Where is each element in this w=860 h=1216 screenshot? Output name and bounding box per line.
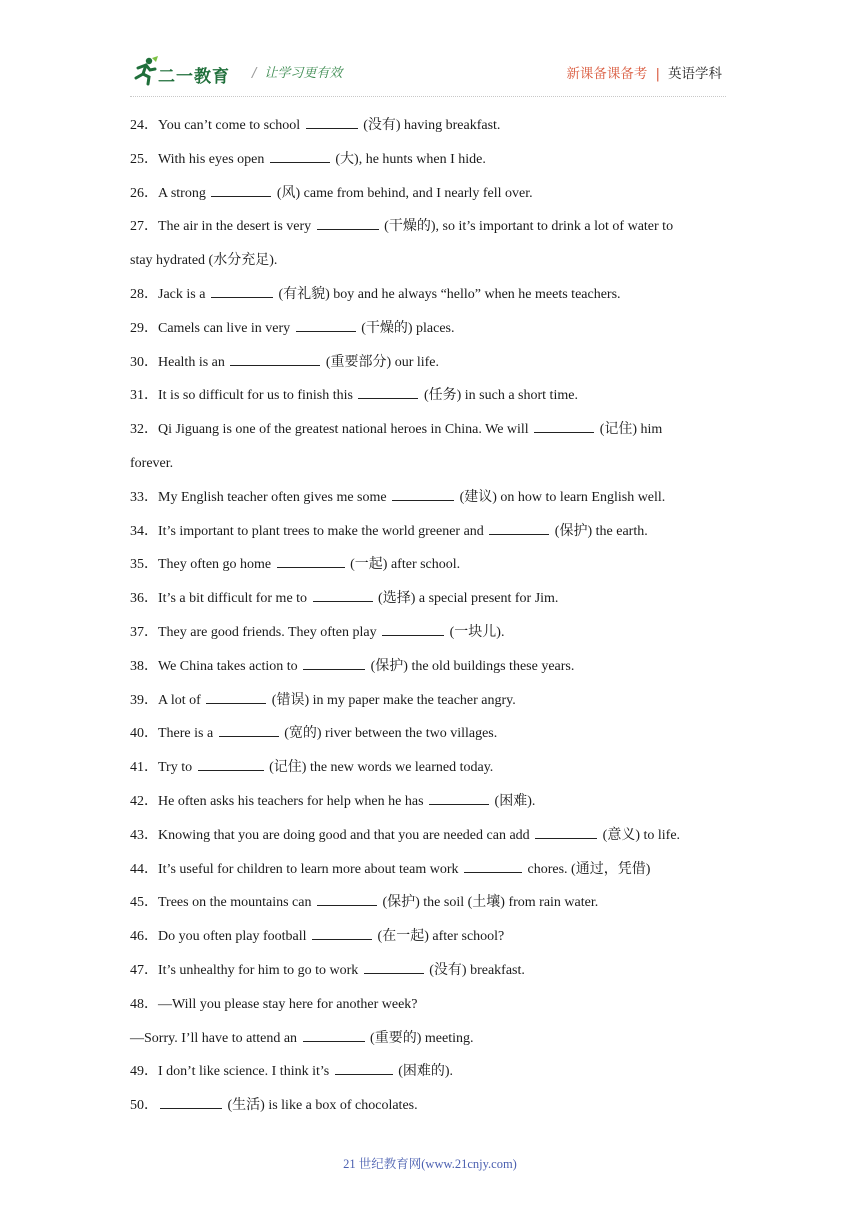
header-tag-right: 英语学科 <box>668 66 722 82</box>
exercise-hint: (困难的). <box>394 1064 454 1080</box>
exercise-line <box>130 1089 730 1123</box>
exercise-hint: (保护) the old buildings these years. <box>367 658 575 674</box>
exercise-hint: (保护) the soil (土壤) from rain water. <box>378 895 599 911</box>
exercise-text: 38．We China takes action to <box>130 658 302 674</box>
exercise-hint: (干燥的), so it’s important to drink a lot of water to <box>380 219 674 235</box>
exercise-text: 33．My English teacher often gives me some <box>130 489 391 505</box>
answer-blank[interactable] <box>270 147 330 163</box>
slogan: / 让学习更有效 <box>252 66 343 81</box>
exercise-text: 48．—Will you please stay here for another week? <box>130 996 418 1012</box>
exercise-line <box>130 379 730 413</box>
exercise-text: 40．There is a <box>130 726 217 742</box>
exercise-line <box>130 210 730 244</box>
answer-blank[interactable] <box>277 552 345 568</box>
exercise-line <box>130 1055 730 1089</box>
exercise-hint: (生活) is like a box of chocolates. <box>224 1098 418 1114</box>
exercise-line <box>130 582 730 616</box>
exercise-text: 34．It’s important to plant trees to make the world greener and <box>130 523 488 539</box>
answer-blank[interactable] <box>160 1093 222 1109</box>
exercise-hint: (干燥的) places. <box>357 320 455 336</box>
exercise-text: 42．He often asks his teachers for help when he has <box>130 793 428 809</box>
answer-blank[interactable] <box>296 316 356 332</box>
exercise-text: 35．They often go home <box>130 557 275 573</box>
exercise-text: 25．With his eyes open <box>130 151 268 167</box>
answer-blank[interactable] <box>306 113 358 129</box>
exercise-hint: (大), he hunts when I hide. <box>331 151 486 167</box>
exercise-line <box>130 717 730 751</box>
answer-blank[interactable] <box>489 519 549 535</box>
header-separator: | <box>655 66 660 82</box>
exercise-text: 30．Health is an <box>130 354 229 370</box>
answer-blank[interactable] <box>392 485 454 501</box>
answer-blank[interactable] <box>206 688 266 704</box>
header-divider <box>130 96 726 97</box>
answer-blank[interactable] <box>335 1059 393 1075</box>
exercise-line <box>130 1022 730 1056</box>
page-footer: 21 世纪教育网(www.21cnjy.com) <box>343 1157 517 1171</box>
exercise-hint: (没有) breakfast. <box>425 962 525 978</box>
exercise-line <box>130 278 730 312</box>
slogan-text: 让学习更有效 <box>264 66 343 81</box>
exercise-line <box>130 920 730 954</box>
exercise-hint: (选择) a special present for Jim. <box>374 591 559 607</box>
exercise-hint: chores. (通过，凭借) <box>524 861 651 877</box>
answer-blank[interactable] <box>211 181 271 197</box>
exercise-line <box>130 548 730 582</box>
exercise-hint: (重要部分) our life. <box>322 354 440 370</box>
answer-blank[interactable] <box>303 654 365 670</box>
answer-blank[interactable] <box>303 1026 365 1042</box>
exercise-list <box>130 109 730 1123</box>
exercise-line <box>130 886 730 920</box>
exercise-line <box>130 616 730 650</box>
answer-blank[interactable] <box>313 586 373 602</box>
exercise-text: 45．Trees on the mountains can <box>130 895 315 911</box>
exercise-text: 47．It’s unhealthy for him to go to work <box>130 962 362 978</box>
exercise-line <box>130 177 730 211</box>
exercise-text: 44．It’s useful for children to learn more about team work <box>130 861 463 877</box>
exercise-text: 24．You can’t come to school <box>130 118 304 133</box>
answer-blank[interactable] <box>382 620 444 636</box>
exercise-text: 49．I don’t like science. I think it’s <box>130 1064 333 1080</box>
exercise-text: 46．Do you often play football <box>130 929 311 945</box>
exercise-hint: (错误) in my paper make the teacher angry. <box>268 692 516 708</box>
answer-blank[interactable] <box>534 417 594 433</box>
answer-blank[interactable] <box>358 383 418 399</box>
exercise-line <box>130 312 730 346</box>
exercise-text: 41．Try to <box>130 760 196 776</box>
exercise-hint: (有礼貌) boy and he always “hello” when he meets teachers. <box>274 286 621 302</box>
answer-blank[interactable] <box>464 857 522 873</box>
exercise-hint: (记住) the new words we learned today. <box>265 760 494 776</box>
answer-blank[interactable] <box>317 890 377 906</box>
answer-blank[interactable] <box>429 789 489 805</box>
exercise-line <box>130 954 730 988</box>
exercise-line <box>130 515 730 549</box>
answer-blank[interactable] <box>198 755 264 771</box>
exercise-hint: (记住) him <box>596 422 663 438</box>
exercise-text: 27．The air in the desert is very <box>130 219 315 235</box>
exercise-hint: (在一起) after school? <box>374 929 505 945</box>
exercise-line <box>130 988 730 1022</box>
exercise-text: 31．It is so difficult for us to finish this <box>130 388 357 404</box>
exercise-line <box>130 785 730 819</box>
exercise-text: 43．Knowing that you are doing good and that you are needed can add <box>130 827 534 843</box>
exercise-text: —Sorry. I’ll have to attend an <box>130 1030 301 1046</box>
exercise-text: forever. <box>130 455 174 471</box>
answer-blank[interactable] <box>219 721 279 737</box>
exercise-text: 26．A strong <box>130 185 210 201</box>
exercise-text: 28．Jack is a <box>130 286 209 302</box>
exercise-text: stay hydrated (水分充足). <box>130 253 278 269</box>
header-tag-left: 新课备课备考 <box>566 66 648 82</box>
exercise-line <box>130 819 730 853</box>
logo <box>130 56 240 86</box>
exercise-line <box>130 650 730 684</box>
exercise-line <box>130 244 730 278</box>
answer-blank[interactable] <box>364 958 424 974</box>
answer-blank[interactable] <box>230 350 320 366</box>
exercise-line <box>130 751 730 785</box>
answer-blank[interactable] <box>312 924 372 940</box>
answer-blank[interactable] <box>535 823 597 839</box>
exercise-hint: (没有) having breakfast. <box>359 118 501 133</box>
exercise-hint: (意义) to life. <box>599 827 681 843</box>
exercise-line <box>130 346 730 380</box>
exercise-line <box>130 447 730 481</box>
answer-blank[interactable] <box>211 282 273 298</box>
exercise-text: 50． <box>130 1098 158 1114</box>
exercise-hint: (风) came from behind, and I nearly fell over. <box>273 185 533 201</box>
exercise-line <box>130 481 730 515</box>
exercise-text: 36．It’s a bit difficult for me to <box>130 591 311 607</box>
exercise-text: 39．A lot of <box>130 692 205 708</box>
exercise-line <box>130 684 730 718</box>
logo-text: 二一教育 <box>158 67 230 87</box>
exercise-line <box>130 853 730 887</box>
exercise-hint: (宽的) river between the two villages. <box>280 726 498 742</box>
exercise-text: 29．Camels can live in very <box>130 320 294 336</box>
page-header <box>130 52 726 92</box>
exercise-text: 37．They are good friends. They often play <box>130 624 381 640</box>
answer-blank[interactable] <box>317 214 379 230</box>
exercise-hint: (一起) after school. <box>346 557 461 573</box>
exercise-line <box>130 143 730 177</box>
exercise-line <box>130 109 730 143</box>
exercise-text: 32．Qi Jiguang is one of the greatest national heroes in China. We will <box>130 422 533 438</box>
header-tags <box>566 62 722 82</box>
exercise-hint: (任务) in such a short time. <box>420 388 578 404</box>
exercise-hint: (困难). <box>491 793 536 809</box>
runner-logo-icon <box>130 56 160 86</box>
exercise-hint: (保护) the earth. <box>551 523 648 539</box>
exercise-hint: (重要的) meeting. <box>366 1030 474 1046</box>
exercise-line <box>130 413 730 447</box>
exercise-hint: (建议) on how to learn English well. <box>456 489 666 505</box>
exercise-hint: (一块儿). <box>446 624 505 640</box>
